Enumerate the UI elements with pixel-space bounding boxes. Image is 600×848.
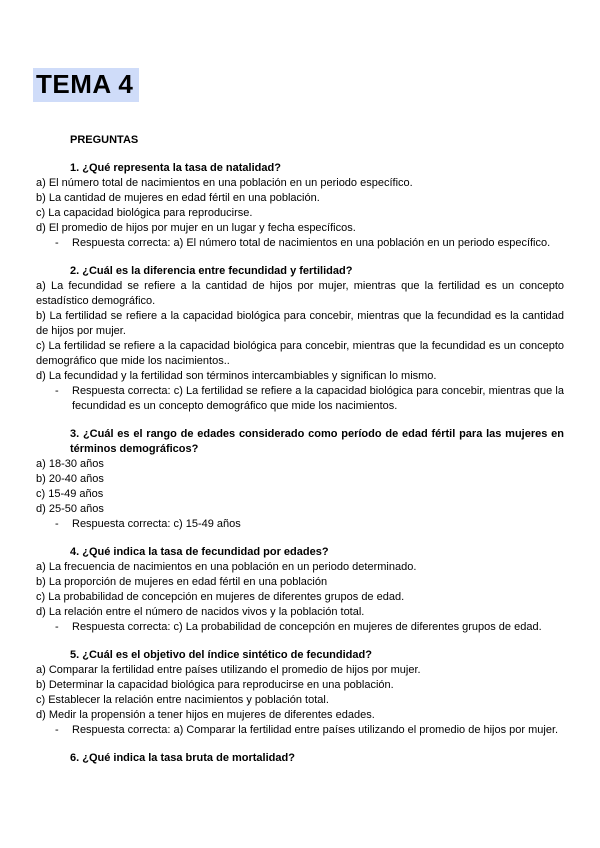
question-option-a: a) La frecuencia de nacimientos en una población en un periodo determinado.: [36, 561, 417, 573]
answer-line: [36, 723, 564, 738]
answer-line: [36, 236, 564, 251]
question-heading: 3. ¿Cuál es el rango de edades considerado como período de edad fértil para las mujeres en términos demográficos?: [70, 428, 564, 455]
question-option-c: c) Establecer la relación entre nacimientos y población total.: [36, 694, 329, 706]
question-option-d: d) El promedio de hijos por mujer en un lugar y fecha específicos.: [36, 222, 356, 234]
question-option-a: a) Comparar la fertilidad entre países utilizando el promedio de hijos por mujer.: [36, 664, 421, 676]
question-block-2: [36, 264, 564, 414]
question-heading: 5. ¿Cuál es el objetivo del índice sintético de fecundidad?: [70, 649, 372, 661]
question-option-b: b) La fertilidad se refiere a la capacidad biológica para concebir, mientras que la fecundidad es la cantidad de hijos por mujer.: [36, 310, 564, 337]
answer-text: Respuesta correcta: a) El número total de nacimientos en una población en un periodo específico.: [72, 237, 551, 249]
question-option-c: c) La fertilidad se refiere a la capacidad biológica para concebir, mientras que la fecundidad es un concepto demográfico que mide los nacimientos..: [36, 340, 564, 367]
answer-line: [36, 517, 564, 532]
section-heading: PREGUNTAS: [70, 134, 139, 146]
question-option-b: b) La proporción de mujeres en edad fértil en una población: [36, 576, 328, 588]
question-option-b: b) Determinar la capacidad biológica para reproducirse en una población.: [36, 679, 394, 691]
question-option-c: c) 15-49 años: [36, 488, 104, 500]
question-block-3: [36, 427, 564, 532]
question-option-d: d) La fecundidad y la fertilidad son términos intercambiables y significan lo mismo.: [36, 370, 437, 382]
question-block-5: [36, 648, 564, 738]
answer-dash: -: [55, 385, 59, 397]
answer-line: [36, 384, 564, 414]
question-heading: 4. ¿Qué indica la tasa de fecundidad por edades?: [70, 546, 329, 558]
answer-dash: -: [55, 518, 59, 530]
question-option-a: a) La fecundidad se refiere a la cantidad de hijos por mujer, mientras que la fertilidad es un concepto estadístico demográfico.: [36, 280, 564, 307]
question-option-b: b) La cantidad de mujeres en edad fértil en una población.: [36, 192, 320, 204]
question-option-d: d) La relación entre el número de nacidos vivos y la población total.: [36, 606, 365, 618]
answer-text: Respuesta correcta: c) 15-49 años: [72, 518, 241, 530]
question-option-c: c) La capacidad biológica para reproducirse.: [36, 207, 253, 219]
answer-dash: -: [55, 237, 59, 249]
question-option-a: a) El número total de nacimientos en una población en un periodo específico.: [36, 177, 413, 189]
document-title: TEMA 4: [33, 68, 139, 102]
answer-text: Respuesta correcta: c) La fertilidad se refiere a la capacidad biológica para concebir, mientras que la fecundidad es un concepto demográfico que mide los nacimientos.: [72, 385, 564, 412]
question-option-c: c) La probabilidad de concepción en mujeres de diferentes grupos de edad.: [36, 591, 405, 603]
answer-dash: -: [55, 621, 59, 633]
answer-line: [36, 620, 564, 635]
question-heading: 1. ¿Qué representa la tasa de natalidad?: [70, 162, 281, 174]
question-block-6: [36, 751, 564, 766]
question-heading: 6. ¿Qué indica la tasa bruta de mortalidad?: [70, 752, 295, 764]
question-option-d: d) 25-50 años: [36, 503, 104, 515]
question-block-1: [36, 161, 564, 251]
answer-text: Respuesta correcta: a) Comparar la fertilidad entre países utilizando el promedio de hijos por mujer.: [72, 724, 559, 736]
answer-text: Respuesta correcta: c) La probabilidad de concepción en mujeres de diferentes grupos de edad.: [72, 621, 542, 633]
question-block-4: [36, 545, 564, 635]
question-option-a: a) 18-30 años: [36, 458, 104, 470]
question-option-b: b) 20-40 años: [36, 473, 104, 485]
question-option-d: d) Medir la propensión a tener hijos en mujeres de diferentes edades.: [36, 709, 375, 721]
question-heading: 2. ¿Cuál es la diferencia entre fecundidad y fertilidad?: [70, 265, 353, 277]
answer-dash: -: [55, 724, 59, 736]
